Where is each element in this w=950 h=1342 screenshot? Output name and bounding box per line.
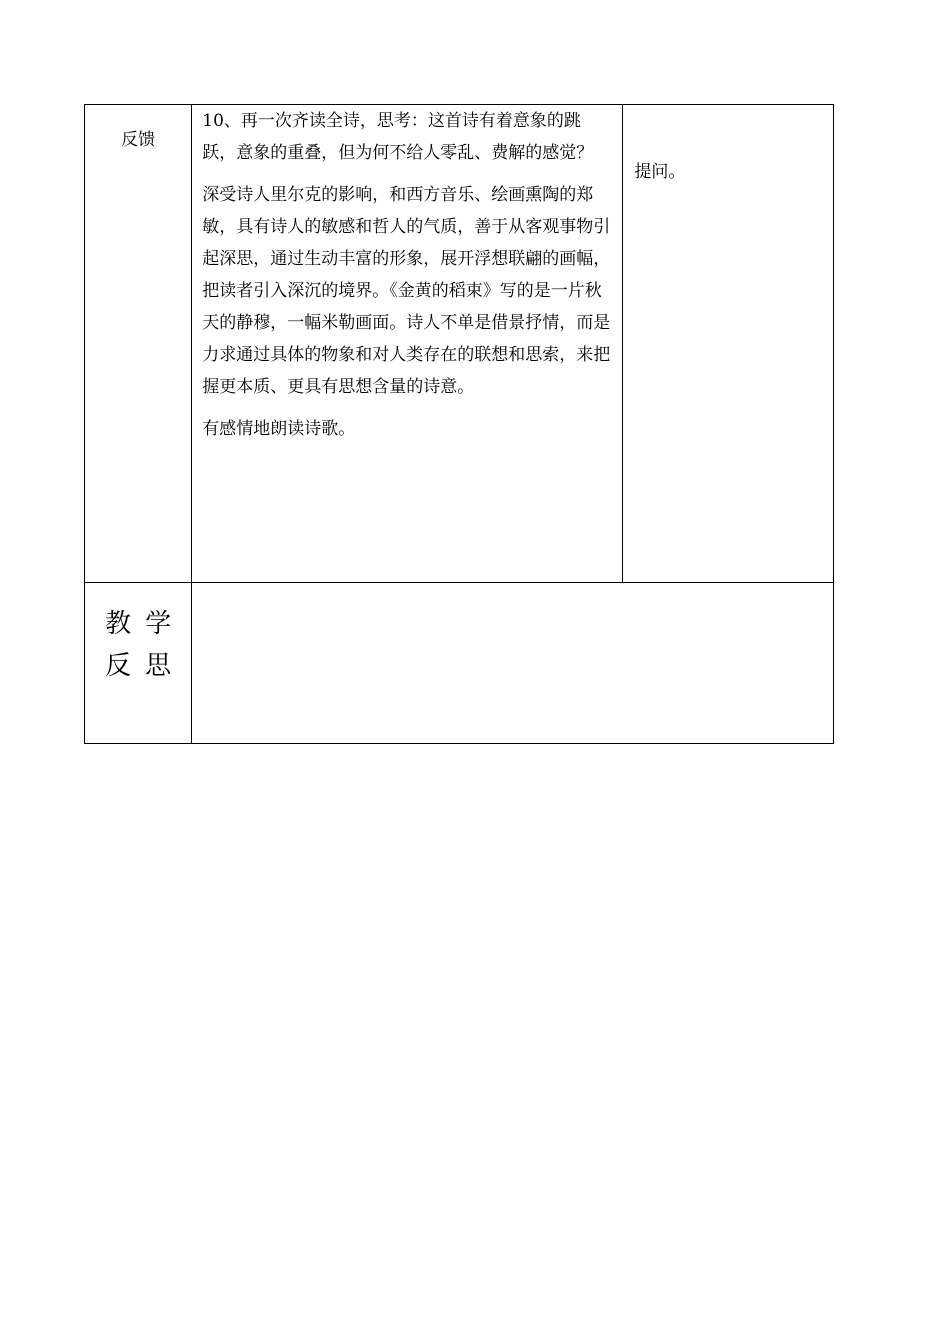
feedback-method: 提问。 <box>623 105 834 583</box>
lesson-plan-table <box>84 104 834 744</box>
reflection-row <box>85 583 834 744</box>
feedback-row <box>85 105 834 583</box>
analysis-paragraph: 深受诗人里尔克的影响，和西方音乐、绘画熏陶的郑敏，具有诗人的敏感和哲人的气质，善于从客观事物引起深思，通过生动丰富的形象，展开浮想联翩的画幅，把读者引入深沉的境界。《金黄的稻束》写的是一片秋天的静穆，一幅米勒画面。诗人不单是借景抒情，而是力求通过具体的物象和对人类存在的联想和思索，来把握更本质、更具有思想含量的诗意。 <box>202 185 611 397</box>
reflection-label-line2: 反思 <box>105 651 186 681</box>
question-paragraph: 10、再一次齐读全诗，思考：这首诗有着意象的跳跃，意象的重叠，但为何不给人零乱、费解的感觉？ <box>202 111 594 163</box>
reading-paragraph: 有感情地朗读诗歌。 <box>202 419 356 439</box>
reflection-label-line1: 教学 <box>105 609 186 639</box>
feedback-content <box>192 105 623 583</box>
reflection-label <box>85 583 192 744</box>
reflection-content <box>192 583 834 744</box>
feedback-label: 反馈 <box>85 105 192 583</box>
